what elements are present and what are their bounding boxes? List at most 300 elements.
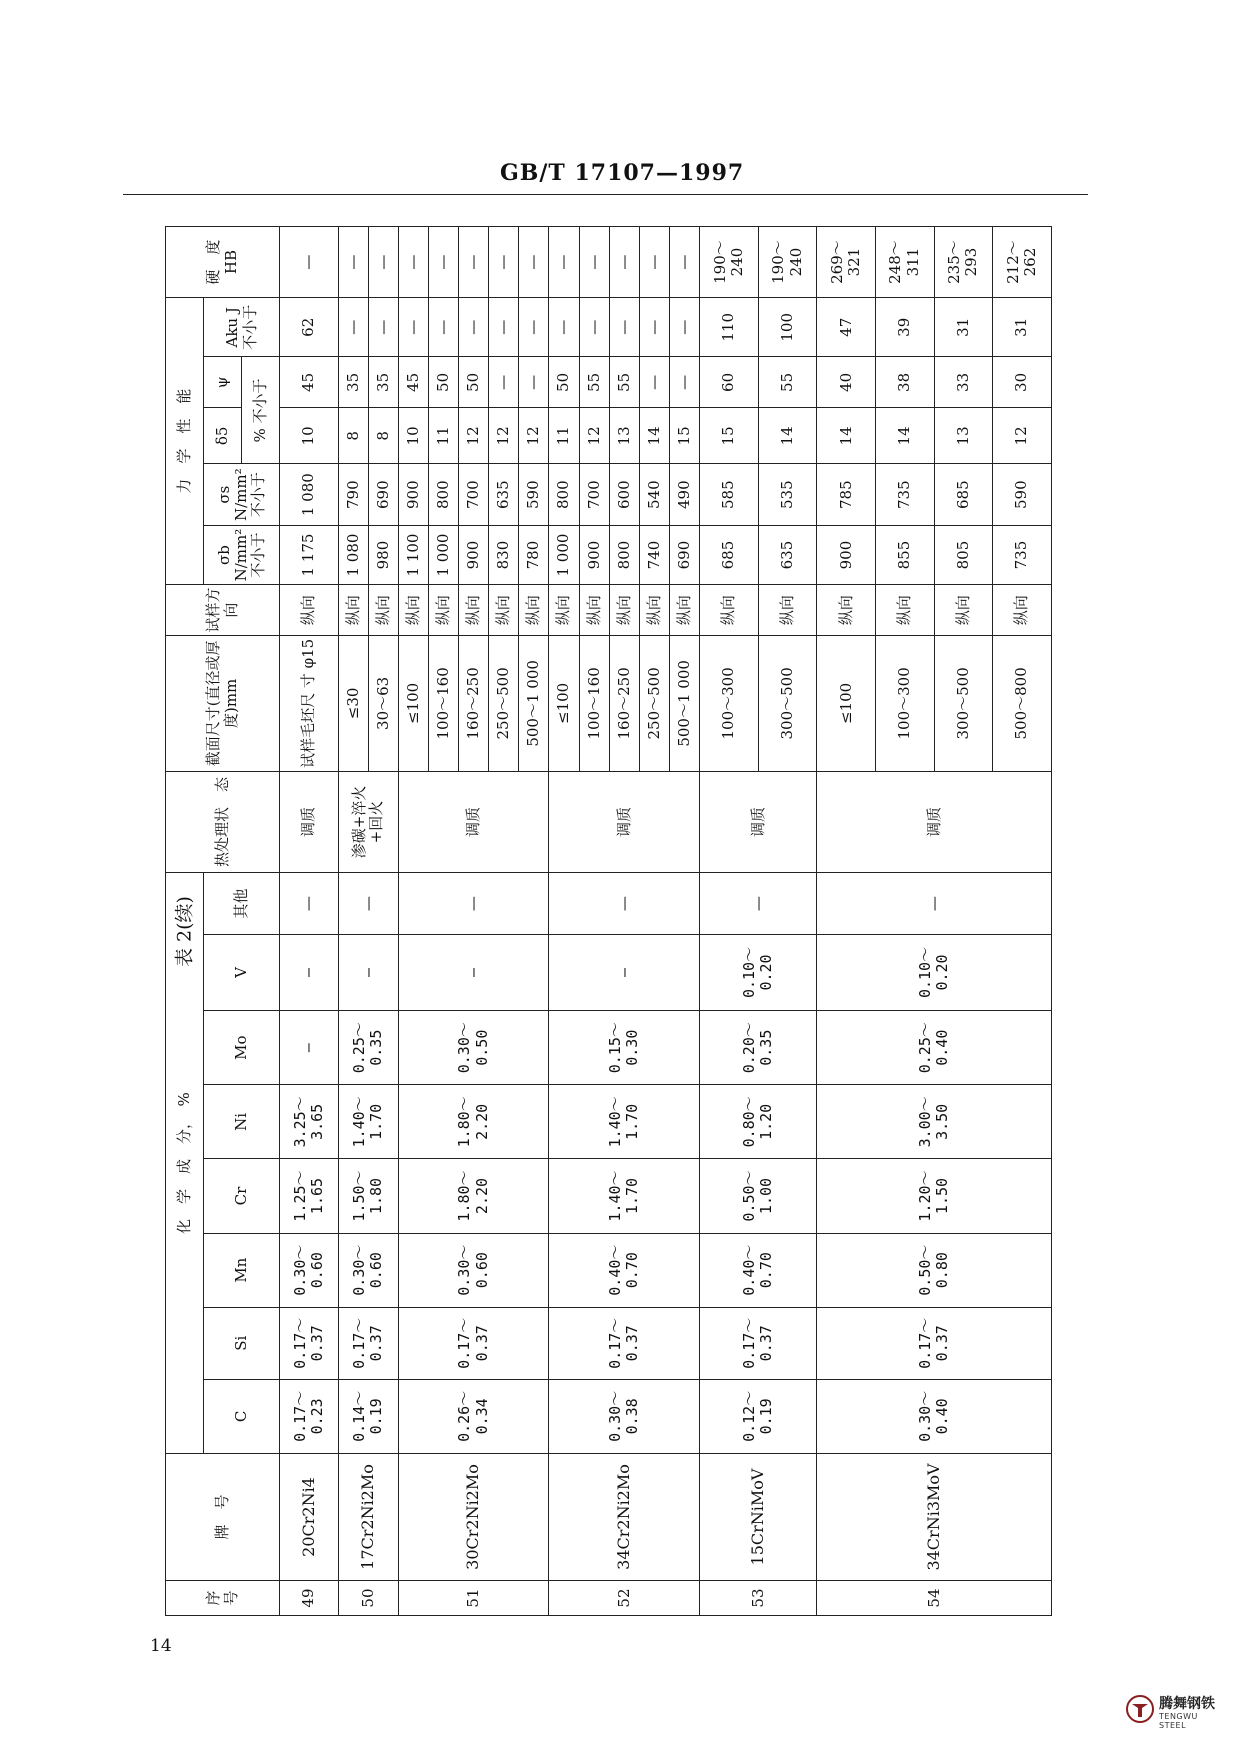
hb-cell: 212～262 [993,227,1052,298]
chem-C-cell [398,1379,549,1453]
d5-cell: 10 [398,408,428,464]
chem-Cr-cell [280,1159,339,1233]
range-line: 0.60 [472,1252,491,1289]
d5-cell: 15 [700,408,759,464]
range-line: 1.20 [757,1103,776,1140]
range-line: 1.65 [307,1177,326,1215]
ss-cell: 1 080 [280,464,339,525]
hb-cell: — [368,227,398,298]
hb-cell: — [579,227,609,298]
range-line: 0.37 [472,1325,491,1362]
size-cell: 500～1 000 [519,636,549,772]
sb-cell: 1 000 [549,525,579,584]
sb-cell: 980 [368,525,398,584]
hb-cell: — [280,227,339,298]
psi-cell: 50 [549,357,579,408]
psi-cell: — [489,357,519,408]
range-line: 0.23 [307,1398,326,1435]
seq-cell: 50 [338,1581,398,1616]
range-line: 0.40 [933,1398,952,1435]
dir-cell: 纵向 [609,585,639,636]
chem-Ni-cell [817,1085,1052,1159]
range-line: 0.25～ [915,1022,934,1074]
range-line: — [614,967,633,977]
chem-C-cell [338,1379,398,1453]
range-line: 2.20 [472,1103,491,1140]
dir-cell: 纵向 [549,585,579,636]
chem-Mn-cell [338,1233,398,1307]
aku-cell: — [489,298,519,357]
spec-table [165,226,1052,1616]
psi-cell: 45 [398,357,428,408]
d5-cell: 12 [489,408,519,464]
range-line: 1.80 [367,1177,386,1215]
range-line: 0.40～ [739,1244,758,1296]
chem-V-cell [398,934,549,1010]
size-cell: 100～160 [428,636,458,772]
d5-cell: 12 [459,408,489,464]
hb-cell: — [338,227,368,298]
range-line: 1.40～ [349,1096,368,1148]
chem-V-cell [817,934,1052,1010]
psi-cell: 55 [758,357,817,408]
d5-cell: 14 [875,408,934,464]
chem-Si-cell [338,1307,398,1379]
ss-cell: 540 [639,464,669,525]
aku-cell: 31 [993,298,1052,357]
d5-cell: 14 [639,408,669,464]
psi-cell: 55 [609,357,639,408]
size-cell: ≤100 [398,636,428,772]
heat-treatment-cell: 调质 [398,771,549,873]
grade-cell: 17Cr2Ni2Mo [338,1453,398,1580]
size-cell: 试样毛坯尺 寸 φ15 [280,636,339,772]
ss-cell: 690 [368,464,398,525]
hb-cell: — [669,227,699,298]
dir-cell: 纵向 [669,585,699,636]
hb-cell: 248～311 [875,227,934,298]
sb-cell: 830 [489,525,519,584]
seq-cell: 49 [280,1581,339,1616]
hb-cell: — [519,227,549,298]
dir-cell: 纵向 [398,585,428,636]
sb-cell: 685 [700,525,759,584]
range-line: 0.30～ [290,1244,309,1296]
range-line: 0.30～ [455,1244,474,1296]
dir-cell: 纵向 [817,585,876,636]
ss-cell: 590 [993,464,1052,525]
dir-cell: 纵向 [875,585,934,636]
aku-cell: — [368,298,398,357]
col-hb: 硬 度 HB [166,227,280,298]
ss-cell: 900 [398,464,428,525]
aku-cell: — [609,298,639,357]
grade-cell: 20Cr2Ni4 [280,1453,339,1580]
range-line: 0.19 [367,1398,386,1435]
dir-cell: 纵向 [489,585,519,636]
range-line: 0.30～ [455,1022,474,1074]
range-line: 0.35 [757,1029,776,1066]
aku-cell: 47 [817,298,876,357]
range-line: 1.25～ [290,1170,309,1222]
sb-cell: 855 [875,525,934,584]
col-grade: 牌 号 [166,1453,280,1580]
range-line: 1.70 [623,1177,642,1215]
dir-cell: 纵向 [338,585,368,636]
chem-Mo-cell [398,1011,549,1085]
size-cell: 100～300 [700,636,759,772]
table-row [338,227,368,1616]
range-line: 0.40 [933,1029,952,1066]
sb-cell: 900 [459,525,489,584]
range-line: 0.10～ [915,946,934,999]
size-cell: 30～63 [368,636,398,772]
dir-cell: 纵向 [519,585,549,636]
ss-cell: 600 [609,464,639,525]
psi-cell: 60 [700,357,759,408]
page-number: 14 [150,1636,172,1656]
chem-Cr-cell [817,1159,1052,1233]
heat-treatment-cell: 调质 [817,771,1052,873]
size-cell: 300～500 [758,636,817,772]
rotated-table-wrapper [165,226,1052,1616]
range-line: 1.20～ [915,1170,934,1222]
hb-cell: 190～240 [758,227,817,298]
d5-cell: 8 [338,408,368,464]
d5-cell: 14 [758,408,817,464]
sb-cell: 1 175 [280,525,339,584]
range-line: 1.50～ [349,1170,368,1222]
range-line: 0.40～ [606,1244,625,1296]
range-line: 0.50～ [739,1170,758,1222]
dir-cell: 纵向 [428,585,458,636]
range-line: 0.30 [623,1029,642,1066]
col-size: 截面尺寸(直径或厚度)mm [166,636,280,772]
range-line: 0.37 [757,1325,776,1362]
range-line: 0.19 [757,1398,776,1435]
size-cell: 500～1 000 [669,636,699,772]
aku-cell: 100 [758,298,817,357]
chem-Mo-cell [549,1011,700,1085]
range-line: 3.25～ [290,1096,309,1148]
d5-cell: 11 [549,408,579,464]
ss-cell: 590 [519,464,549,525]
range-line: 0.26～ [455,1390,474,1442]
chem-C-cell [549,1379,700,1453]
chem-Si-cell [398,1307,549,1379]
sb-cell: 780 [519,525,549,584]
psi-cell: 45 [280,357,339,408]
hb-cell: — [489,227,519,298]
chem-Mo-cell [817,1011,1052,1085]
psi-cell: 50 [428,357,458,408]
chem-Ni-cell [280,1085,339,1159]
psi-cell: — [669,357,699,408]
mech-group-header: 力 学 性 能 [166,298,204,585]
grade-cell: 15CrNiMoV [700,1453,817,1580]
chem-Mo-cell [700,1011,817,1085]
dir-cell: 纵向 [579,585,609,636]
col-Mn: Mn [204,1233,280,1307]
range-line: 0.20～ [739,1022,758,1074]
range-line: 0.30～ [915,1390,934,1442]
range-line: 0.60 [307,1252,326,1289]
d5-cell: 13 [934,408,993,464]
chem-other-cell: — [398,873,549,934]
psi-cell: — [519,357,549,408]
chem-other-cell: — [817,873,1052,934]
col-heat: 热处理状 态 [166,771,280,873]
sb-cell: 1 100 [398,525,428,584]
hb-cell: — [428,227,458,298]
psi-cell: 40 [817,357,876,408]
chem-Si-cell [700,1307,817,1379]
range-line: 3.00～ [915,1096,934,1148]
header-rule [123,194,1088,195]
aku-cell: — [338,298,368,357]
chem-Si-cell [280,1307,339,1379]
range-line: 1.40～ [606,1096,625,1148]
chem-Mn-cell [280,1233,339,1307]
d5-cell: 13 [609,408,639,464]
range-line: 0.25～ [349,1022,368,1074]
range-line: — [299,1043,318,1053]
dir-cell: 纵向 [758,585,817,636]
range-line: 0.30～ [349,1244,368,1296]
heat-treatment-cell: 渗碳+淬火 +回火 [338,771,398,873]
range-line: 1.40～ [606,1170,625,1222]
brand-name-en: TENGWU STEEL [1159,1712,1198,1730]
table-row [280,227,339,1616]
standard-code: GB/T 17107—1997 [500,160,745,186]
col-d5: δ5 [204,408,242,464]
dir-cell: 纵向 [700,585,759,636]
chem-Cr-cell [398,1159,549,1233]
range-line: 0.17～ [290,1317,309,1369]
seq-cell: 51 [398,1581,549,1616]
range-line: 3.50 [933,1103,952,1140]
range-line: 0.34 [472,1398,491,1435]
ss-cell: 700 [459,464,489,525]
psi-cell: 33 [934,357,993,408]
brand-mark-icon [1125,1694,1155,1724]
d5-cell: 12 [519,408,549,464]
col-dir: 试样方向 [166,585,280,636]
range-line: 0.17～ [455,1317,474,1369]
aku-cell: — [459,298,489,357]
d5-cell: 11 [428,408,458,464]
range-line: 1.70 [623,1103,642,1140]
range-line: 1.80～ [455,1170,474,1222]
size-cell: ≤100 [549,636,579,772]
heat-treatment-cell: 调质 [549,771,700,873]
hb-cell: 235～293 [934,227,993,298]
range-line: 0.14～ [349,1390,368,1442]
d5-cell: 12 [993,408,1052,464]
aku-cell: 62 [280,298,339,357]
grade-cell: 34CrNi3MoV [817,1453,1052,1580]
chem-Ni-cell [700,1085,817,1159]
dir-cell: 纵向 [993,585,1052,636]
range-line: 0.50 [472,1029,491,1066]
chem-Mn-cell [700,1233,817,1307]
size-cell: 300～500 [934,636,993,772]
range-line: 2.20 [472,1177,491,1215]
psi-cell: 55 [579,357,609,408]
dir-cell: 纵向 [459,585,489,636]
range-line: 0.60 [367,1252,386,1289]
psi-cell: — [639,357,669,408]
range-line: 0.70 [757,1252,776,1289]
col-pct: % 不小于 [242,357,280,464]
hb-cell: 190～240 [700,227,759,298]
range-line: 0.30～ [606,1390,625,1442]
table-row [817,227,876,1616]
ss-cell: 635 [489,464,519,525]
hb-cell: — [549,227,579,298]
chem-Si-cell [549,1307,700,1379]
range-line: 3.65 [307,1103,326,1140]
range-line: 0.15～ [606,1022,625,1074]
ss-cell: 790 [338,464,368,525]
col-psi: ψ [204,357,242,408]
size-cell: 100～300 [875,636,934,772]
aku-cell: — [579,298,609,357]
range-line: 0.37 [307,1325,326,1362]
dir-cell: 纵向 [639,585,669,636]
range-line: 0.12～ [739,1390,758,1442]
table-row [549,227,579,1616]
ss-cell: 700 [579,464,609,525]
aku-cell: 110 [700,298,759,357]
range-line: 0.38 [623,1398,642,1435]
dir-cell: 纵向 [368,585,398,636]
size-cell: 250～500 [639,636,669,772]
brand-logo [1125,1690,1225,1730]
chem-Cr-cell [700,1159,817,1233]
aku-cell: — [549,298,579,357]
chem-Cr-cell [338,1159,398,1233]
range-line: 0.35 [367,1029,386,1066]
sb-cell: 740 [639,525,669,584]
range-line: 0.37 [623,1325,642,1362]
dir-cell: 纵向 [934,585,993,636]
psi-cell: 50 [459,357,489,408]
chem-other-cell: — [280,873,339,934]
chem-C-cell [817,1379,1052,1453]
col-Cr: Cr [204,1159,280,1233]
chem-Cr-cell [549,1159,700,1233]
range-line: 1.80～ [455,1096,474,1148]
seq-cell: 53 [700,1581,817,1616]
range-line: 0.20 [757,954,776,991]
chem-V-cell [280,934,339,1010]
table-caption: 表 2(续) [173,896,196,967]
col-aku: Aku J 不小于 [204,298,280,357]
col-C: C [204,1379,280,1453]
sb-cell: 800 [609,525,639,584]
chem-V-cell [338,934,398,1010]
col-ss: σs N/mm² 不小于 [204,464,280,525]
range-line: 0.17～ [915,1317,934,1369]
sb-cell: 900 [579,525,609,584]
chem-group-header: 化 学 成 分， % [166,873,204,1454]
chem-Mn-cell [817,1233,1052,1307]
chem-other-cell: — [549,873,700,934]
psi-cell: 30 [993,357,1052,408]
spec-table-body [280,227,1052,1616]
range-line: 0.20 [933,954,952,991]
aku-cell: 39 [875,298,934,357]
range-line: 0.80 [933,1252,952,1289]
range-line: 0.17～ [606,1317,625,1369]
chem-C-cell [280,1379,339,1453]
sb-cell: 735 [993,525,1052,584]
ss-cell: 535 [758,464,817,525]
sb-cell: 1 080 [338,525,368,584]
range-line: 1.00 [757,1177,776,1215]
grade-cell: 34Cr2Ni2Mo [549,1453,700,1580]
dir-cell: 纵向 [280,585,339,636]
table-row [398,227,428,1616]
aku-cell: — [639,298,669,357]
range-line: 0.37 [933,1325,952,1362]
size-cell: 250～500 [489,636,519,772]
hb-cell: 269～321 [817,227,876,298]
chem-Mo-cell [280,1011,339,1085]
sb-cell: 1 000 [428,525,458,584]
size-cell: ≤100 [817,636,876,772]
size-cell: 160～250 [459,636,489,772]
seq-cell: 52 [549,1581,700,1616]
chem-V-cell [549,934,700,1010]
sb-cell: 805 [934,525,993,584]
chem-V-cell [700,934,817,1010]
heat-treatment-cell: 调质 [700,771,817,873]
sb-cell: 900 [817,525,876,584]
d5-cell: 10 [280,408,339,464]
ss-cell: 800 [428,464,458,525]
col-sb: σb N/mm² 不小于 [204,525,280,584]
chem-Ni-cell [338,1085,398,1159]
chem-other-cell: — [700,873,817,934]
chem-Ni-cell [398,1085,549,1159]
aku-cell: — [428,298,458,357]
d5-cell: 8 [368,408,398,464]
size-cell: 500～800 [993,636,1052,772]
brand-name-cn: 腾舞钢铁 [1159,1696,1215,1712]
range-line: 1.50 [933,1177,952,1215]
chem-Mn-cell [398,1233,549,1307]
d5-cell: 14 [817,408,876,464]
hb-cell: — [398,227,428,298]
range-line: — [464,967,483,977]
chem-Si-cell [817,1307,1052,1379]
range-line: 0.50～ [915,1244,934,1296]
ss-cell: 785 [817,464,876,525]
chem-Mn-cell [549,1233,700,1307]
sb-cell: 635 [758,525,817,584]
chem-Mo-cell [338,1011,398,1085]
col-Mo: Mo [204,1011,280,1085]
range-line: — [358,967,377,977]
range-line: 0.10～ [739,946,758,999]
psi-cell: 35 [338,357,368,408]
seq-cell: 54 [817,1581,1052,1616]
grade-cell: 30Cr2Ni2Mo [398,1453,549,1580]
range-line: 0.70 [623,1252,642,1289]
range-line: 0.17～ [349,1317,368,1369]
